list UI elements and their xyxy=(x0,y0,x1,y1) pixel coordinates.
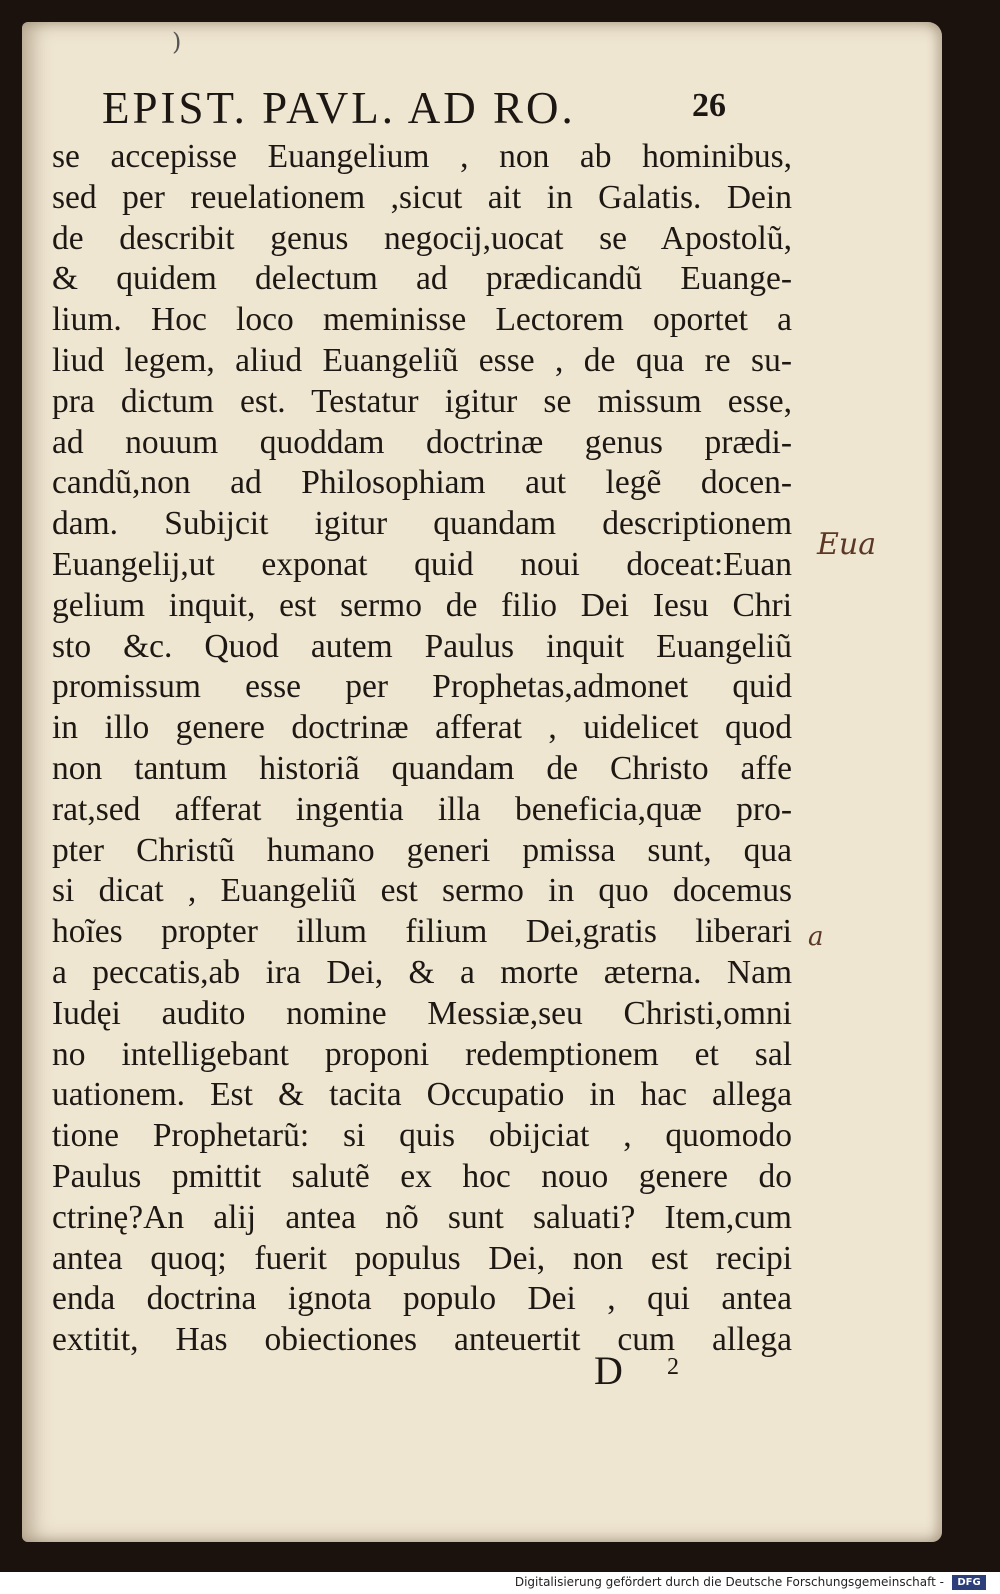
text-line: in illo genere doctrinæ afferat , uidelicet quod xyxy=(52,709,792,747)
text-line: sed per reuelationem ,sicut ait in Galatis. Dein xyxy=(52,178,792,216)
pencil-mark: ) xyxy=(172,28,182,56)
text-line: & quidem delectum ad prædicandũ Euange- xyxy=(52,260,792,298)
text-line: gelium inquit, est sermo de filio Dei Iesu Chri xyxy=(52,586,792,624)
signature-mark: D xyxy=(594,1348,623,1393)
dfg-logo: DFG xyxy=(952,1575,986,1590)
footer-bar xyxy=(0,1572,1000,1594)
text-line: ad nouum quoddam doctrinæ genus prædi- xyxy=(52,423,792,461)
text-line: pter Christũ humano generi pmissa sunt, qua xyxy=(52,831,792,869)
text-line: non tantum historiã quandam de Christo affe xyxy=(52,749,792,787)
text-line: pra dictum est. Testatur igitur se missum esse, xyxy=(52,382,792,420)
text-line: si dicat , Euangeliũ est sermo in quo docemus xyxy=(52,872,792,910)
text-line: no intelligebant proponi redemptionem et sal xyxy=(52,1035,792,1073)
text-line: se accepisse Euangelium , non ab hominibus, xyxy=(52,138,792,175)
text-line: candũ,non ad Philosophiam aut legẽ docen- xyxy=(52,464,792,502)
text-line: Paulus pmittit salutẽ ex hoc nouo genere do xyxy=(52,1157,792,1195)
margin-note: a xyxy=(808,922,824,952)
text-line: uationem. Est & tacita Occupatio in hac allega xyxy=(52,1076,792,1114)
text-line: lium. Hoc loco meminisse Lectorem oportet a xyxy=(52,301,792,339)
text-line: ctrinę?An alij antea nõ sunt saluati? Item,cum xyxy=(52,1198,792,1236)
book-page xyxy=(22,22,942,1542)
text-line: enda doctrina ignota populo Dei , qui antea xyxy=(52,1280,792,1318)
text-line: Iudęi audito nomine Messiæ,seu Christi,omni xyxy=(52,994,792,1032)
running-head: EPIST. PAVL. AD RO. xyxy=(102,83,576,133)
margin-note: Eua xyxy=(817,527,877,562)
text-line: de describit genus negocij,uocat se Apostolũ, xyxy=(52,219,792,257)
text-line: dam. Subijcit igitur quandam descriptionem xyxy=(52,505,792,543)
folio-number: 26 xyxy=(692,87,726,124)
text-line: rat,sed afferat ingentia illa beneficia,quæ pro- xyxy=(52,790,792,828)
text-line: liud legem, aliud Euangeliũ esse , de qua re su- xyxy=(52,341,792,379)
text-line: sto &c. Quod autem Paulus inquit Euangeliũ xyxy=(52,627,792,665)
text-line: hoĩes propter illum filium Dei,gratis liberari xyxy=(52,913,792,951)
text-line: promissum esse per Prophetas,admonet quid xyxy=(52,668,792,706)
text-line: a peccatis,ab ira Dei, & a morte æterna. Nam xyxy=(52,953,792,991)
text-line: tione Prophetarũ: si quis obijciat , quomodo xyxy=(52,1117,792,1155)
text-line: antea quoq; fuerit populus Dei, non est recipi xyxy=(52,1239,792,1277)
text-line: extitit, Has obiectiones anteuertit cum allega xyxy=(52,1321,792,1359)
text-line: Euangelij,ut exponat quid noui doceat:Euan xyxy=(52,545,792,583)
signature-number: 2 xyxy=(667,1354,679,1380)
funding-credit: Digitalisierung gefördert durch die Deutsche Forschungsgemeinschaft - xyxy=(514,1575,944,1589)
text-block xyxy=(52,137,792,1361)
